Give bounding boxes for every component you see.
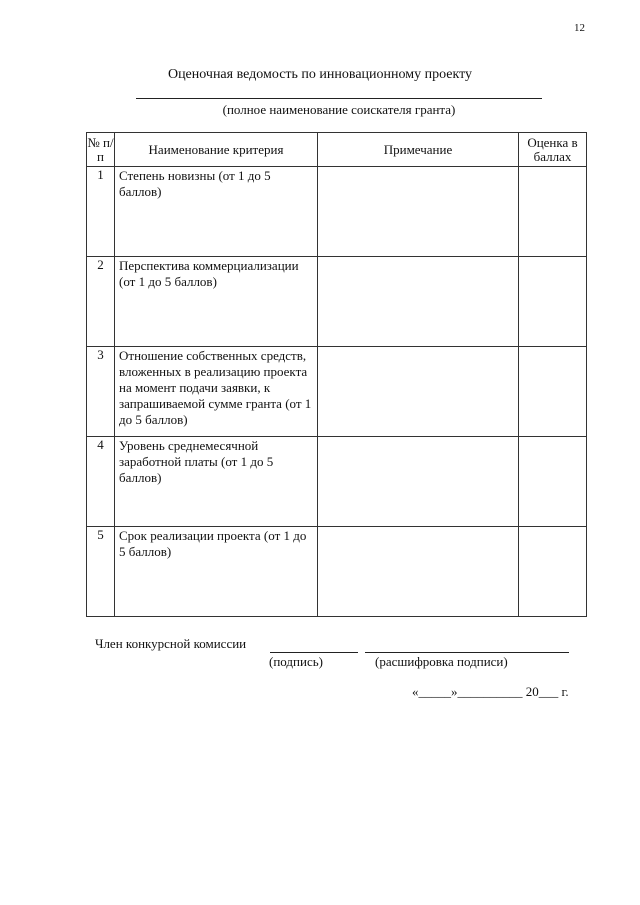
row-number: 2	[87, 257, 115, 347]
evaluation-table	[86, 132, 587, 617]
header-criterion: Наименование критерия	[115, 133, 318, 167]
note-cell[interactable]	[318, 257, 519, 347]
table-row	[87, 347, 587, 437]
note-cell[interactable]	[318, 167, 519, 257]
table-header-row	[87, 133, 587, 167]
score-cell[interactable]	[519, 167, 587, 257]
header-note: Примечание	[318, 133, 519, 167]
signature-decode-line[interactable]	[365, 652, 569, 653]
row-number: 4	[87, 437, 115, 527]
note-cell[interactable]	[318, 347, 519, 437]
signature-line[interactable]	[270, 652, 358, 653]
criterion-text: Срок реализации проекта (от 1 до 5 баллов)	[119, 528, 307, 559]
criterion-cell	[115, 167, 318, 257]
document-title: Оценочная ведомость по инновационному проекту	[167, 67, 473, 82]
criterion-text: Степень новизны (от 1 до 5 баллов)	[119, 168, 271, 199]
score-cell[interactable]	[519, 347, 587, 437]
row-number: 5	[87, 527, 115, 617]
signature-decode-caption: (расшифровка подписи)	[375, 654, 508, 669]
note-cell[interactable]	[318, 437, 519, 527]
applicant-name-line	[136, 98, 542, 99]
commission-member-label: Член конкурсной комиссии	[95, 636, 247, 651]
header-num: № п/п	[87, 133, 115, 167]
criterion-cell	[115, 347, 318, 437]
score-cell[interactable]	[519, 527, 587, 617]
criterion-cell	[115, 257, 318, 347]
applicant-name-caption: (полное наименование соискателя гранта)	[222, 102, 456, 117]
table-row	[87, 527, 587, 617]
page-number: 12	[574, 22, 585, 34]
criterion-cell	[115, 437, 318, 527]
score-cell[interactable]	[519, 437, 587, 527]
row-number: 3	[87, 347, 115, 437]
date-line[interactable]: «_____»__________ 20___ г.	[412, 684, 569, 699]
criterion-text: Отношение собственных средств, вложенных в реализацию проекта на момент подачи заявки, к запрашиваемой сумме гранта (от 1 до 5 баллов)	[119, 348, 312, 427]
table-row	[87, 257, 587, 347]
table-row	[87, 167, 587, 257]
header-score: Оценка в баллах	[519, 133, 587, 167]
score-cell[interactable]	[519, 257, 587, 347]
signature-caption: (подпись)	[269, 654, 323, 669]
criterion-cell	[115, 527, 318, 617]
row-number: 1	[87, 167, 115, 257]
criterion-text: Перспектива коммерциализации (от 1 до 5 баллов)	[119, 258, 299, 289]
note-cell[interactable]	[318, 527, 519, 617]
criterion-text: Уровень среднемесячной заработной платы (от 1 до 5 баллов)	[119, 438, 274, 485]
table-row	[87, 437, 587, 527]
